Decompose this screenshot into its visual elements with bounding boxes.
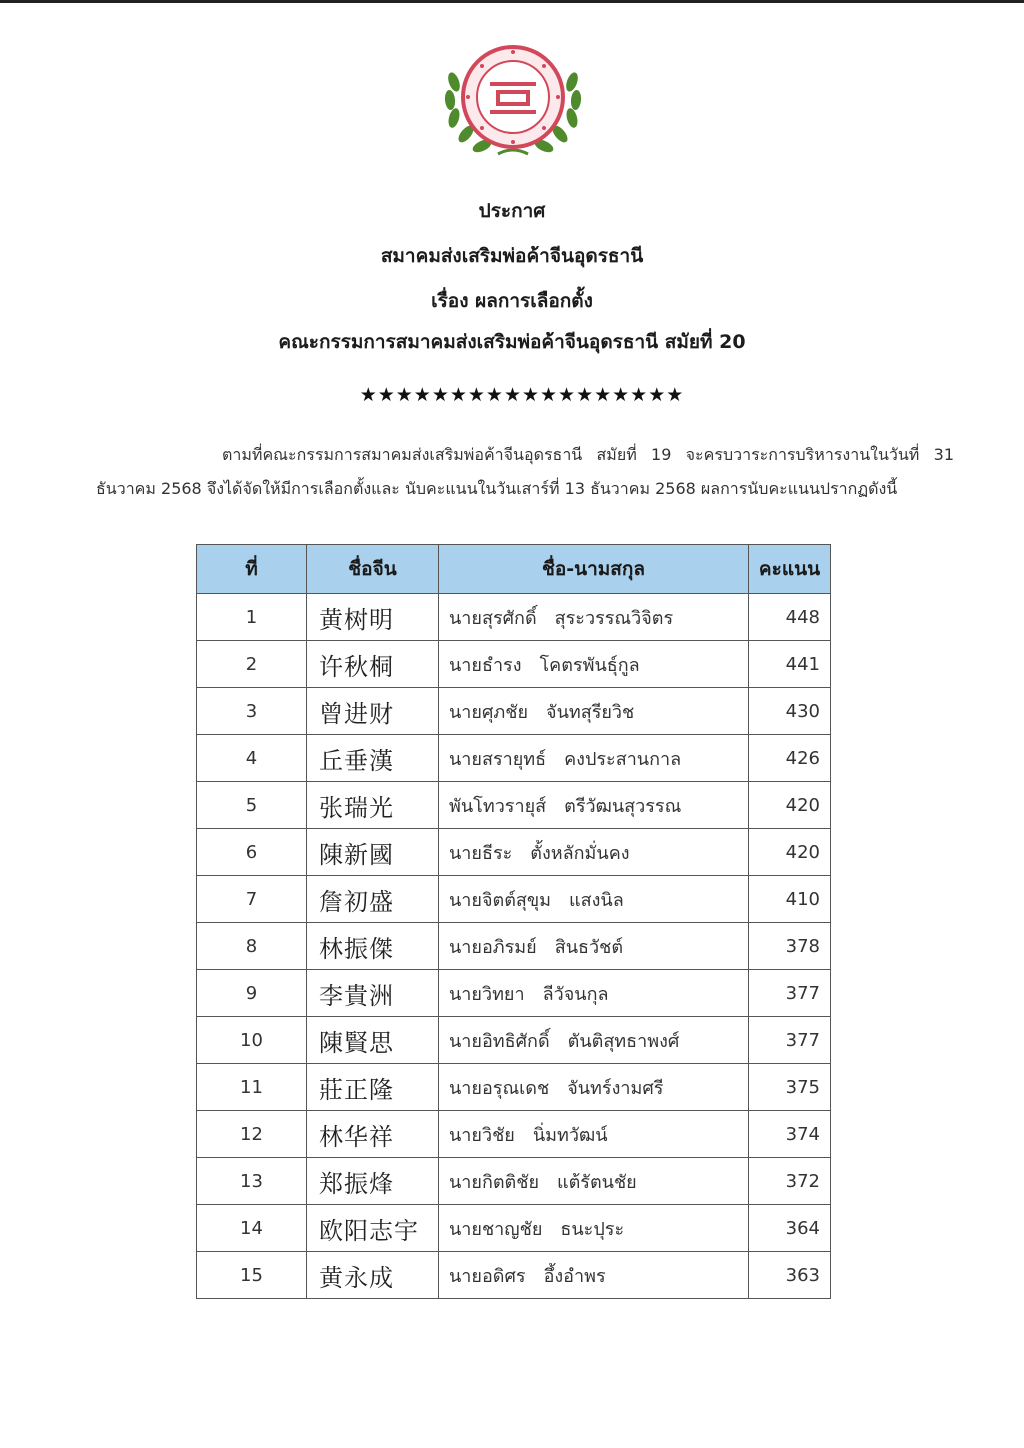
chinese-name: 郑振烽 [307, 1158, 439, 1205]
last-name: ตรีวัฒนสุวรรณ [564, 795, 682, 817]
table-row [197, 1111, 831, 1158]
first-name: นายอดิศร [449, 1265, 526, 1287]
chinese-name: 林振傑 [307, 923, 439, 970]
thai-name [439, 688, 749, 735]
row-number: 5 [197, 782, 307, 829]
thai-name [439, 641, 749, 688]
first-name: นายชาญชัย [449, 1218, 543, 1240]
vote-score: 377 [749, 1017, 831, 1064]
chinese-name: 许秋桐 [307, 641, 439, 688]
row-number: 4 [197, 735, 307, 782]
row-number: 15 [197, 1252, 307, 1299]
header-number: ที่ [197, 545, 307, 594]
vote-score: 364 [749, 1205, 831, 1252]
table-row [197, 735, 831, 782]
row-number: 1 [197, 594, 307, 641]
election-results-table [196, 544, 830, 1299]
vote-score: 374 [749, 1111, 831, 1158]
row-number: 10 [197, 1017, 307, 1064]
chinese-name: 陳賢思 [307, 1017, 439, 1064]
chinese-name: 莊正隆 [307, 1064, 439, 1111]
last-name: จันทร์งามศรี [567, 1077, 664, 1099]
first-name: พันโทวรายุส์ [449, 795, 547, 817]
vote-score: 363 [749, 1252, 831, 1299]
vote-score: 377 [749, 970, 831, 1017]
first-name: นายสุรศักดิ์ [449, 607, 537, 629]
row-number: 8 [197, 923, 307, 970]
table-row [197, 923, 831, 970]
vote-score: 430 [749, 688, 831, 735]
row-number: 2 [197, 641, 307, 688]
chinese-name: 欧阳志宇 [307, 1205, 439, 1252]
vote-score: 375 [749, 1064, 831, 1111]
last-name: ธนะปุระ [560, 1218, 625, 1240]
table-row [197, 1158, 831, 1205]
table-row [197, 829, 831, 876]
announcement-subject: เรื่อง ผลการเลือกตั้ง [431, 290, 593, 312]
vote-score: 372 [749, 1158, 831, 1205]
scan-top-edge [0, 0, 1024, 3]
vote-score: 448 [749, 594, 831, 641]
first-name: นายจิตต์สุขุม [449, 889, 552, 911]
association-name: สมาคมส่งเสริมพ่อค้าจีนอุดรธานี [380, 245, 644, 267]
header-score: คะแนน [749, 545, 831, 594]
thai-name [439, 1064, 749, 1111]
header-chinese-name: ชื่อจีน [307, 545, 439, 594]
table-row [197, 1017, 831, 1064]
chinese-name: 林华祥 [307, 1111, 439, 1158]
first-name: นายธีระ [449, 842, 513, 864]
first-name: นายกิตติชัย [449, 1171, 539, 1193]
star-divider: ★★★★★★★★★★★★★★★★★★ [359, 384, 685, 406]
chinese-name: 黄永成 [307, 1252, 439, 1299]
announcement-title: ประกาศ [478, 200, 546, 222]
chinese-name: 曾进财 [307, 688, 439, 735]
last-name: อึ้งอำพร [543, 1265, 606, 1287]
thai-name [439, 876, 749, 923]
last-name: ลีวัจนกุล [542, 983, 609, 1005]
table-row [197, 970, 831, 1017]
table-header-row [197, 545, 831, 594]
vote-score: 420 [749, 782, 831, 829]
association-seal-logo [438, 42, 588, 162]
thai-name [439, 1111, 749, 1158]
chinese-name: 黄树明 [307, 594, 439, 641]
first-name: นายวิชัย [449, 1124, 515, 1146]
last-name: ตันติสุทธาพงศ์ [567, 1030, 680, 1052]
last-name: ตั้งหลักมั่นคง [530, 842, 630, 864]
chinese-name: 詹初盛 [307, 876, 439, 923]
first-name: นายวิทยา [449, 983, 525, 1005]
last-name: แสงนิล [569, 889, 624, 911]
thai-name [439, 1158, 749, 1205]
first-name: นายสรายุทธ์ [449, 748, 547, 770]
row-number: 7 [197, 876, 307, 923]
row-number: 6 [197, 829, 307, 876]
row-number: 11 [197, 1064, 307, 1111]
last-name: นิ่มทวัฒน์ [532, 1124, 608, 1146]
first-name: นายอรุณเดช [449, 1077, 550, 1099]
first-name: นายศุภชัย [449, 701, 529, 723]
table-row [197, 1252, 831, 1299]
last-name: จันทสุรียวิช [546, 701, 635, 723]
vote-score: 426 [749, 735, 831, 782]
chinese-name: 张瑞光 [307, 782, 439, 829]
thai-name [439, 1205, 749, 1252]
last-name: โคตรพันธุ์กูล [539, 654, 640, 676]
thai-name [439, 1252, 749, 1299]
thai-name [439, 923, 749, 970]
chinese-name: 丘垂漢 [307, 735, 439, 782]
first-name: นายอภิรมย์ [449, 936, 537, 958]
row-number: 14 [197, 1205, 307, 1252]
thai-name [439, 1017, 749, 1064]
table-row [197, 594, 831, 641]
thai-name [439, 782, 749, 829]
last-name: สินธวัชต์ [554, 936, 624, 958]
row-number: 13 [197, 1158, 307, 1205]
header-thai-name: ชื่อ-นามสกุล [439, 545, 749, 594]
chinese-name: 陳新國 [307, 829, 439, 876]
thai-name [439, 829, 749, 876]
first-name: นายธำรง [449, 654, 522, 676]
first-name: นายอิทธิศักดิ์ [449, 1030, 550, 1052]
table-row [197, 1064, 831, 1111]
row-number: 3 [197, 688, 307, 735]
vote-score: 378 [749, 923, 831, 970]
vote-score: 420 [749, 829, 831, 876]
announcement-paragraph: ตามที่คณะกรรมการสมาคมส่งเสริมพ่อค้าจีนอุดรธานี สมัยที่ 19 จะครบวาระการบริหารงานในวันที่ 31 ธันวาคม 2568 จึงได้จัดให้มีการเลือกตั้งและ นับคะแนนในวันเสาร์ที่ 13 ธันวาคม 2568 ผลการนับคะแนนปรากฏดังนี้ [96, 445, 954, 498]
vote-score: 441 [749, 641, 831, 688]
thai-name [439, 970, 749, 1017]
table-row [197, 876, 831, 923]
thai-name [439, 594, 749, 641]
table-row [197, 688, 831, 735]
row-number: 12 [197, 1111, 307, 1158]
last-name: สุระวรรณวิจิตร [554, 607, 674, 629]
chinese-name: 李貴洲 [307, 970, 439, 1017]
table-row [197, 782, 831, 829]
table-row [197, 641, 831, 688]
table-row [197, 1205, 831, 1252]
thai-name [439, 735, 749, 782]
vote-score: 410 [749, 876, 831, 923]
row-number: 9 [197, 970, 307, 1017]
last-name: แต้รัตนชัย [557, 1171, 637, 1193]
last-name: คงประสานกาล [564, 748, 682, 770]
committee-term: คณะกรรมการสมาคมส่งเสริมพ่อค้าจีนอุดรธานี สมัยที่ 20 [278, 331, 746, 353]
